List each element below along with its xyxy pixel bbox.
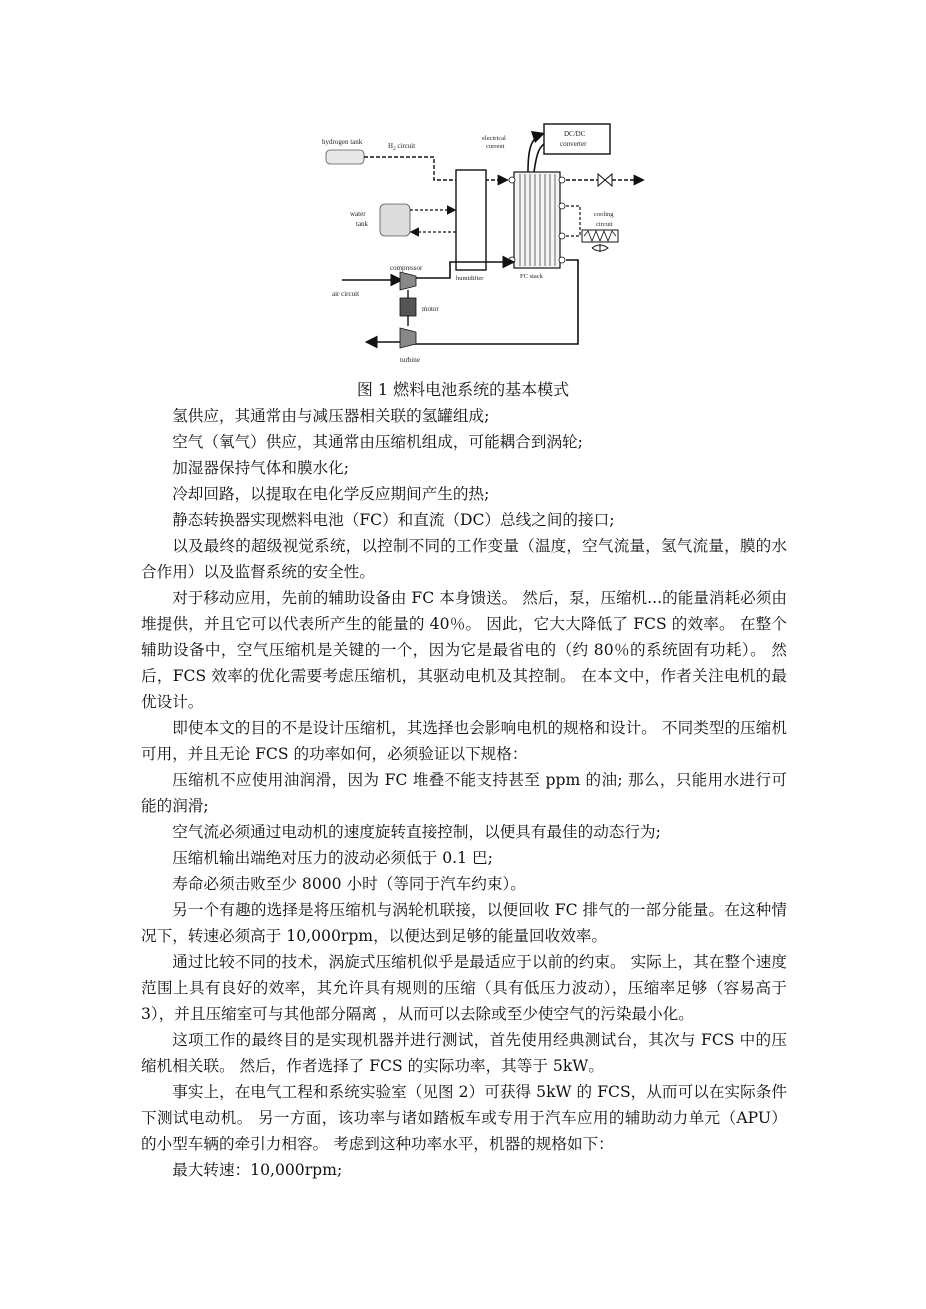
figure-caption: 图 1 燃料电池系统的基本模式: [356, 380, 570, 399]
circuit-label: circuit: [596, 221, 613, 228]
fc-stack-label: FC stack: [520, 273, 543, 280]
paragraph: 这项工作的最终目的是实现机器并进行测试，首先使用经典测试台，其次与 FCS 中的压缩机相关联。 然后，作者选择了 FCS 的实际功率，其等于 5kW。: [141, 1031, 787, 1075]
paragraph: 另一个有趣的选择是将压缩机与涡轮机联接，以便回收 FC 排气的一部分能量。在这种情况下，转速必须高于 10,000rpm，以便达到足够的能量回收效率。: [141, 901, 787, 945]
current-label: current: [486, 143, 505, 150]
paragraph: 加湿器保持气体和膜水化;: [172, 459, 349, 477]
paragraph: 事实上，在电气工程和系统实验室（见图 2）可获得 5kW 的 FCS，从而可以在实际条件下测试电动机。 另一方面，该功率与诸如踏板车或专用于汽车应用的辅助动力单元（APU）的小型车辆的牵引力相容。 考虑到这种功率水平，机器的规格如下：: [141, 1083, 787, 1153]
fan-icon: [592, 244, 608, 252]
paragraph: 空气流必须通过电动机的速度旋转直接控制，以便具有最佳的动态行为;: [172, 823, 661, 841]
paragraph: 冷却回路，以提取在电化学反应期间产生的热;: [172, 485, 490, 503]
paragraph: 氢供应，其通常由与减压器相关联的氢罐组成;: [172, 407, 490, 425]
cathode-exhaust-line: [408, 260, 578, 344]
motor-label: motor: [422, 305, 439, 313]
dcdc-label-1: DC/DC: [564, 130, 586, 138]
air-circuit-label: air circuit: [332, 290, 360, 298]
h2-circuit-label: $H_2$ circuit: [388, 142, 416, 152]
cooling-label: cooling: [594, 211, 614, 218]
paragraph: 静态转换器实现燃料电池（FC）和直流（DC）总线之间的接口;: [172, 511, 615, 529]
paragraph: 寿命必须击败至少 8000 小时（等同于汽车约束）。: [172, 875, 526, 893]
fc-stack: [514, 172, 560, 268]
paragraph: 对于移动应用，先前的辅助设备由 FC 本身馈送。 然后，泵，压缩机...的能量消耗必须由堆提供，并且它可以代表所产生的能量的 40％。 因此，它大大降低了 FCS 的效率。 在整个辅助设备中，空气压缩机是关键的一个，因为它是最省电的（约 80％的系统固有功耗）。 然后，FCS 效率的优化需要考虑压缩机，其驱动电机及其控制。 在本文中，作者关注电机的最优设计。: [141, 589, 787, 711]
dcdc-converter: [544, 124, 610, 154]
tank-label: tank: [356, 220, 369, 228]
humidifier-label: humidifier: [456, 275, 484, 282]
electrical-wire-2: [534, 144, 544, 172]
cooling-loop: [566, 206, 580, 236]
dcdc-label-2: converter: [560, 140, 587, 148]
paragraph: 最大转速：10,000rpm;: [172, 1161, 343, 1179]
valve-icon: [598, 174, 612, 186]
turbine-icon: [400, 328, 416, 348]
paragraph: 通过比较不同的技术，涡旋式压缩机似乎是最适应于以前的约束。 实际上，其在整个速度范围上具有良好的效率，其允许具有规则的压缩（具有低压力波动），压缩率足够（容易高于 3），并且压缩室可与其他部分隔离 ，从而可以去除或至少使空气的污染最小化。: [141, 953, 787, 1023]
electrical-label: electrical: [482, 135, 506, 142]
fuel-cell-system-diagram: [316, 118, 646, 370]
paragraph: 以及最终的超级视觉系统，以控制不同的工作变量（温度，空气流量，氢气流量，膜的水合作用）以及监督系统的安全性。: [141, 537, 787, 581]
motor-icon: [400, 298, 416, 316]
water-label: water: [350, 210, 366, 218]
hydrogen-tank-label: hydrogen tank: [322, 138, 363, 146]
paragraph: 即使本文的目的不是设计压缩机，其选择也会影响电机的规格和设计。 不同类型的压缩机可用，并且无论 FCS 的功率如何，必须验证以下规格：: [141, 719, 787, 763]
humidifier: [456, 170, 486, 270]
compressor-label: compressor: [390, 264, 423, 272]
water-tank: [380, 204, 410, 236]
paragraph: 压缩机输出端绝对压力的波动必须低于 0.1 巴;: [172, 849, 493, 867]
turbine-label: turbine: [400, 356, 420, 364]
compressor-icon: [400, 272, 416, 290]
body-text: [141, 403, 787, 1183]
paragraph: 压缩机不应使用油润滑，因为 FC 堆叠不能支持甚至 ppm 的油; 那么，只能用水进行可能的润滑;: [141, 771, 787, 815]
hydrogen-tank: [326, 150, 364, 164]
paragraph: 空气（氧气）供应，其通常由压缩机组成，可能耦合到涡轮;: [172, 433, 583, 451]
